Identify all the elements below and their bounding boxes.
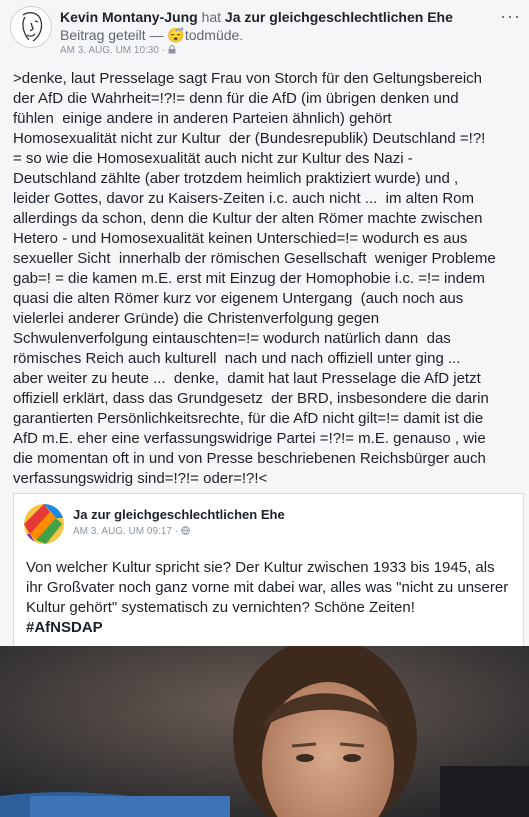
target-group-link[interactable]: Ja zur gleichgeschlechtlichen Ehe [224, 9, 453, 25]
portrait-photo [0, 646, 529, 817]
sketch-portrait-icon [11, 7, 51, 47]
globe-icon [181, 526, 190, 535]
shared-post-text [26, 558, 514, 638]
post-timestamp[interactable]: AM 3. AUG. UM 10:30 [60, 45, 159, 56]
shared-meta [73, 526, 190, 538]
shared-body: Von welcher Kultur spricht sie? Der Kultur zwischen 1933 bis 1945, als ihr Großvater noch ganz vorne mit dabei war, alles was "nicht zu unserer Kultur gehört" systematisch zu vernichten? Schöne Zeiten! [26, 559, 509, 616]
post-header [10, 6, 525, 58]
rainbow-logo-icon [24, 504, 64, 544]
author-avatar[interactable] [10, 6, 52, 48]
author-name[interactable]: Kevin Montany-Jung [60, 9, 198, 25]
shared-post-card[interactable] [13, 493, 524, 655]
meta-separator: · [161, 45, 166, 56]
author-verb: hat [201, 9, 222, 25]
lock-icon [168, 45, 176, 54]
more-options-icon[interactable]: ··· [500, 6, 521, 26]
sleepy-emoji-icon: 😴 [167, 27, 185, 43]
meta-separator: · [174, 526, 179, 537]
hashtag-link[interactable]: #AfNSDAP [26, 619, 103, 636]
attached-photo[interactable] [0, 646, 529, 817]
shared-page-name[interactable]: Ja zur gleichgeschlechtlichen Ehe [73, 507, 285, 522]
feeling-text: todmüde. [184, 27, 244, 43]
shared-page-avatar[interactable] [24, 504, 64, 544]
post-body-text: >denke, laut Presselage sagt Frau von Storch für den Geltungsbereich der AfD die Wahrheit=!?!= denn für die AfD (im übrigen denken und fühlen einige andere in anderen Parteien ähnlich) gehört Homosexualität nicht zur Kultur der (Bundesrepublik) Deutschland =!?! = so wie die Homosexualität auch nicht zur Kultur des Nazi - Deutschland zählte (aber trotzdem heimlich praktiziert wurde) und , leider Gottes, davor zu Kaisers-Zeiten i.c. auch nicht ... im alten Rom allerdings da schon, denn die Kultur der alten Römer machte zwischen Hetero - und Homosexualität keinen Unterschied=!= wodurch es aus sexueller Sicht innerhalb der römischen Gesellschaft weniger Probleme gab=! = die kamen m.E. erst mit Einzug der Homophobie i.c. =!= indem quasi die alten Römer kurz vor eigenem Untergang (auch noch aus vielerlei anderer Gründe) die Christenverfolgung gegen Schwulenverfolgung eintauschten=!= wodurch natürlich dann das römisches Reich auch kulturell nach und nach offiziell unter ging ... aber weiter zu heute ... denke, damit hat laut Presselage die AfD jetzt offiziell erklärt, dass das Grundgesetz der BRD, insbesondere die darin garantierten Persönlichkeitsrechte, für die AfD nicht gilt=!= damit ist die AfD m.E. eher eine verfassungswidrige Partei =!?!= m.E. genauso , wie die momentan oft in und von Presse beschriebenen Reichsbürger auch verfassungswidrig sind=!?!= oder=!?!< [13, 70, 496, 487]
shared-timestamp[interactable]: AM 3. AUG. UM 09:17 [73, 526, 172, 537]
shared-feeling-line [60, 26, 243, 44]
author-line [60, 8, 480, 26]
shared-label: Beitrag geteilt — [60, 27, 164, 43]
post-meta [60, 45, 176, 57]
